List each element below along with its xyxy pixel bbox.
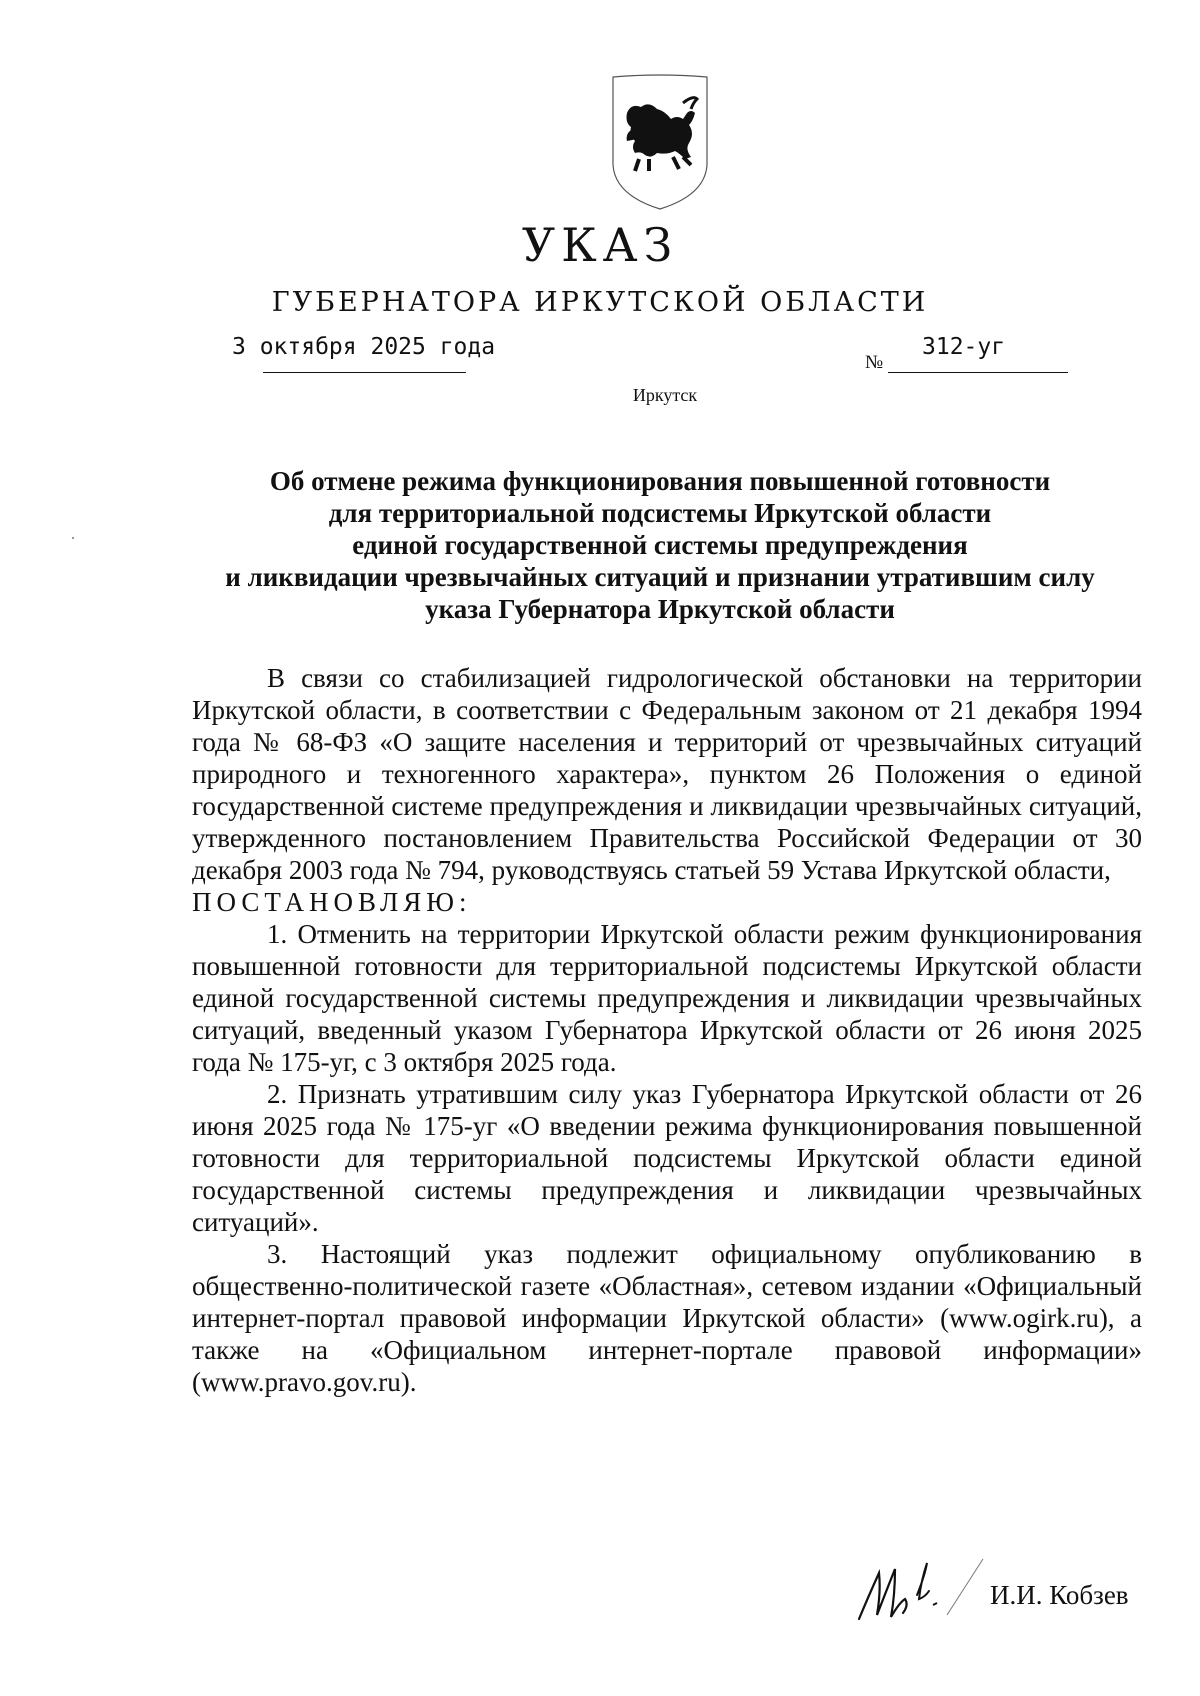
number-label: №	[865, 352, 884, 373]
issuer-title: ГУБЕРНАТОРА ИРКУТСКОЙ ОБЛАСТИ	[271, 287, 929, 318]
document-date: 3 октября 2025 года	[232, 334, 496, 360]
item-paragraph-2: 2. Признать утратившим силу указ Губернатора Иркутской области от 26 июня 2025 года № 175-уг «О введении режима функционирования повышенной готовности для территориальной подсистемы Иркутской области единой государственной системы предупреждения и ликвидации чрезвычайных ситуаций».	[192, 1079, 1142, 1237]
document-type-title: УКАЗ	[521, 218, 679, 272]
item-paragraph-3: 3. Настоящий указ подлежит официальному опубликованию в общественно-политической газете «Областная», сетевом издании «Официальный интернет-портал правовой информации Иркутской области» (www.ogirk.ru), а также на «Официальном интернет-портале правовой информации» (www.pravo.gov.ru).	[192, 1239, 1142, 1397]
heading-line: указа Губернатора Иркутской области	[425, 594, 895, 624]
heading-line: для территориальной подсистемы Иркутской области	[328, 498, 992, 528]
resolve-heading: ПОСТАНОВЛЯЮ:	[192, 887, 472, 917]
signer-name: И.И. Кобзев	[990, 1580, 1129, 1610]
preamble-paragraph: В связи со стабилизацией гидрологической обстановки на территории Иркутской области, в соответствии с Федеральным законом от 21 декабря 1994 года № 68-ФЗ «О защите населения и территорий от чрезвычайных ситуаций природного и техногенного характера», пунктом 26 Положения о единой государственной системе предупреждения и ликвидации чрезвычайных ситуаций, утвержденного постановлением Правительства Российской Федерации от 30 декабря 2003 года № 794, руководствуясь статьей 59 Устава Иркутской области,	[192, 663, 1142, 885]
date-underline	[263, 372, 466, 373]
coat-of-arms-emblem	[605, 73, 715, 213]
city-name: Иркутск	[632, 385, 698, 405]
document-number: 312-уг	[922, 334, 1006, 360]
item-paragraph-1: 1. Отменить на территории Иркутской области режим функционирования повышенной готовности для территориальной подсистемы Иркутской области единой государственной системы предупреждения и ликвидации чрезвычайных ситуаций, введенный указом Губернатора Иркутской области от 26 июня 2025 года № 175-уг, с 3 октября 2025 года.	[192, 919, 1142, 1077]
scan-speck	[72, 537, 74, 539]
number-underline	[888, 372, 1068, 373]
document-body	[192, 662, 1142, 1398]
document-heading	[190, 465, 1130, 625]
heading-line: Об отмене режима функционирования повышенной готовности	[269, 466, 1051, 496]
heading-line: и ликвидации чрезвычайных ситуаций и признании утратившим силу	[225, 562, 1095, 592]
heading-line: единой государственной системы предупреждения	[352, 530, 968, 560]
handwritten-signature	[855, 1555, 985, 1625]
